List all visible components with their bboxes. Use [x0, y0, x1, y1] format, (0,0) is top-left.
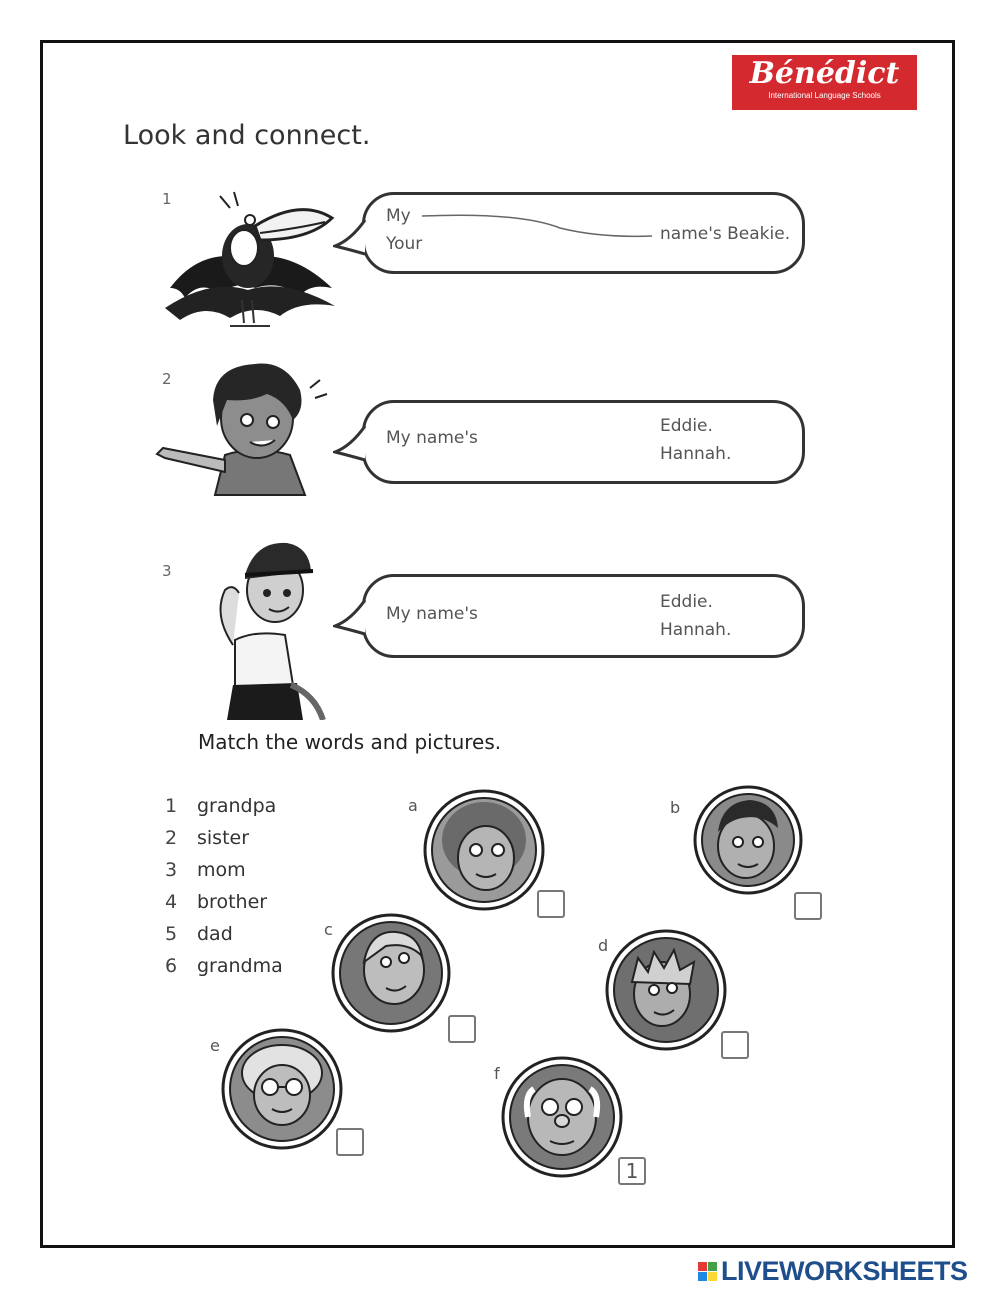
picture-f-letter: f: [494, 1064, 500, 1083]
liveworksheets-logo-icon: [698, 1262, 717, 1281]
item-3-number: 3: [162, 562, 172, 580]
picture-e-letter: e: [210, 1036, 220, 1055]
item-2-option-eddie: Eddie.: [660, 416, 713, 436]
item-1-answer-line[interactable]: [420, 212, 655, 240]
picture-a-letter: a: [408, 796, 418, 815]
answer-box-d[interactable]: [721, 1031, 749, 1059]
answer-box-e[interactable]: [336, 1128, 364, 1156]
liveworksheets-brand: LIVEWORKSHEETS: [721, 1255, 968, 1286]
word-number: 4: [165, 891, 178, 913]
speech-bubble-tail-1: [333, 218, 367, 258]
liveworksheets-footer: [698, 1256, 968, 1286]
word-number: 2: [165, 827, 178, 849]
item-2-option-hannah: Hannah.: [660, 444, 732, 464]
answer-box-a[interactable]: [537, 890, 565, 918]
word-number: 6: [165, 955, 178, 977]
item-1-option-your: Your: [386, 234, 423, 254]
speech-bubble-tail-2: [333, 424, 367, 464]
item-2-prefix: My name's: [386, 428, 478, 448]
word-number: 5: [165, 923, 178, 945]
word-number: 1: [165, 795, 178, 817]
picture-c-letter: c: [324, 920, 333, 939]
picture-d-letter: d: [598, 936, 609, 955]
word-list: [165, 795, 283, 987]
item-3-option-hannah: Hannah.: [660, 620, 732, 640]
section1-title: Look and connect.: [123, 120, 371, 151]
word-row: [165, 795, 283, 827]
answer-box-f[interactable]: 1: [618, 1157, 646, 1185]
benedict-logo: [732, 55, 917, 110]
logo-tagline: International Language Schools: [768, 91, 881, 100]
word-dad: dad: [197, 923, 233, 945]
item-1-ending: name's Beakie.: [660, 224, 791, 244]
portrait-f-grandpa: [500, 1055, 624, 1179]
word-row: [165, 859, 283, 891]
boy-eddie-illustration: [155, 360, 340, 500]
portrait-a-mom: [422, 788, 546, 912]
word-grandpa: grandpa: [197, 795, 277, 817]
word-row: [165, 827, 283, 859]
toucan-illustration: [160, 188, 340, 333]
item-2-number: 2: [162, 370, 172, 388]
portrait-b-dad: [692, 784, 804, 896]
item-1-option-my: My: [386, 206, 411, 226]
answer-box-b[interactable]: [794, 892, 822, 920]
answer-box-c[interactable]: [448, 1015, 476, 1043]
section2-title: Match the words and pictures.: [198, 730, 502, 754]
portrait-c-sister: [330, 912, 452, 1034]
word-sister: sister: [197, 827, 250, 849]
word-row: [165, 923, 283, 955]
word-mom: mom: [197, 859, 246, 881]
word-grandma: grandma: [197, 955, 283, 977]
item-3-prefix: My name's: [386, 604, 478, 624]
item-1-number: 1: [162, 190, 172, 208]
portrait-e-grandma: [220, 1027, 344, 1151]
word-number: 3: [165, 859, 178, 881]
word-row: [165, 955, 283, 987]
speech-bubble-tail-3: [333, 598, 367, 638]
girl-hannah-illustration: [205, 535, 330, 720]
picture-b-letter: b: [670, 798, 681, 817]
item-3-option-eddie: Eddie.: [660, 592, 713, 612]
logo-brand: Bénédict: [749, 56, 900, 91]
word-row: [165, 891, 283, 923]
portrait-d-brother: [604, 928, 728, 1052]
word-brother: brother: [197, 891, 268, 913]
